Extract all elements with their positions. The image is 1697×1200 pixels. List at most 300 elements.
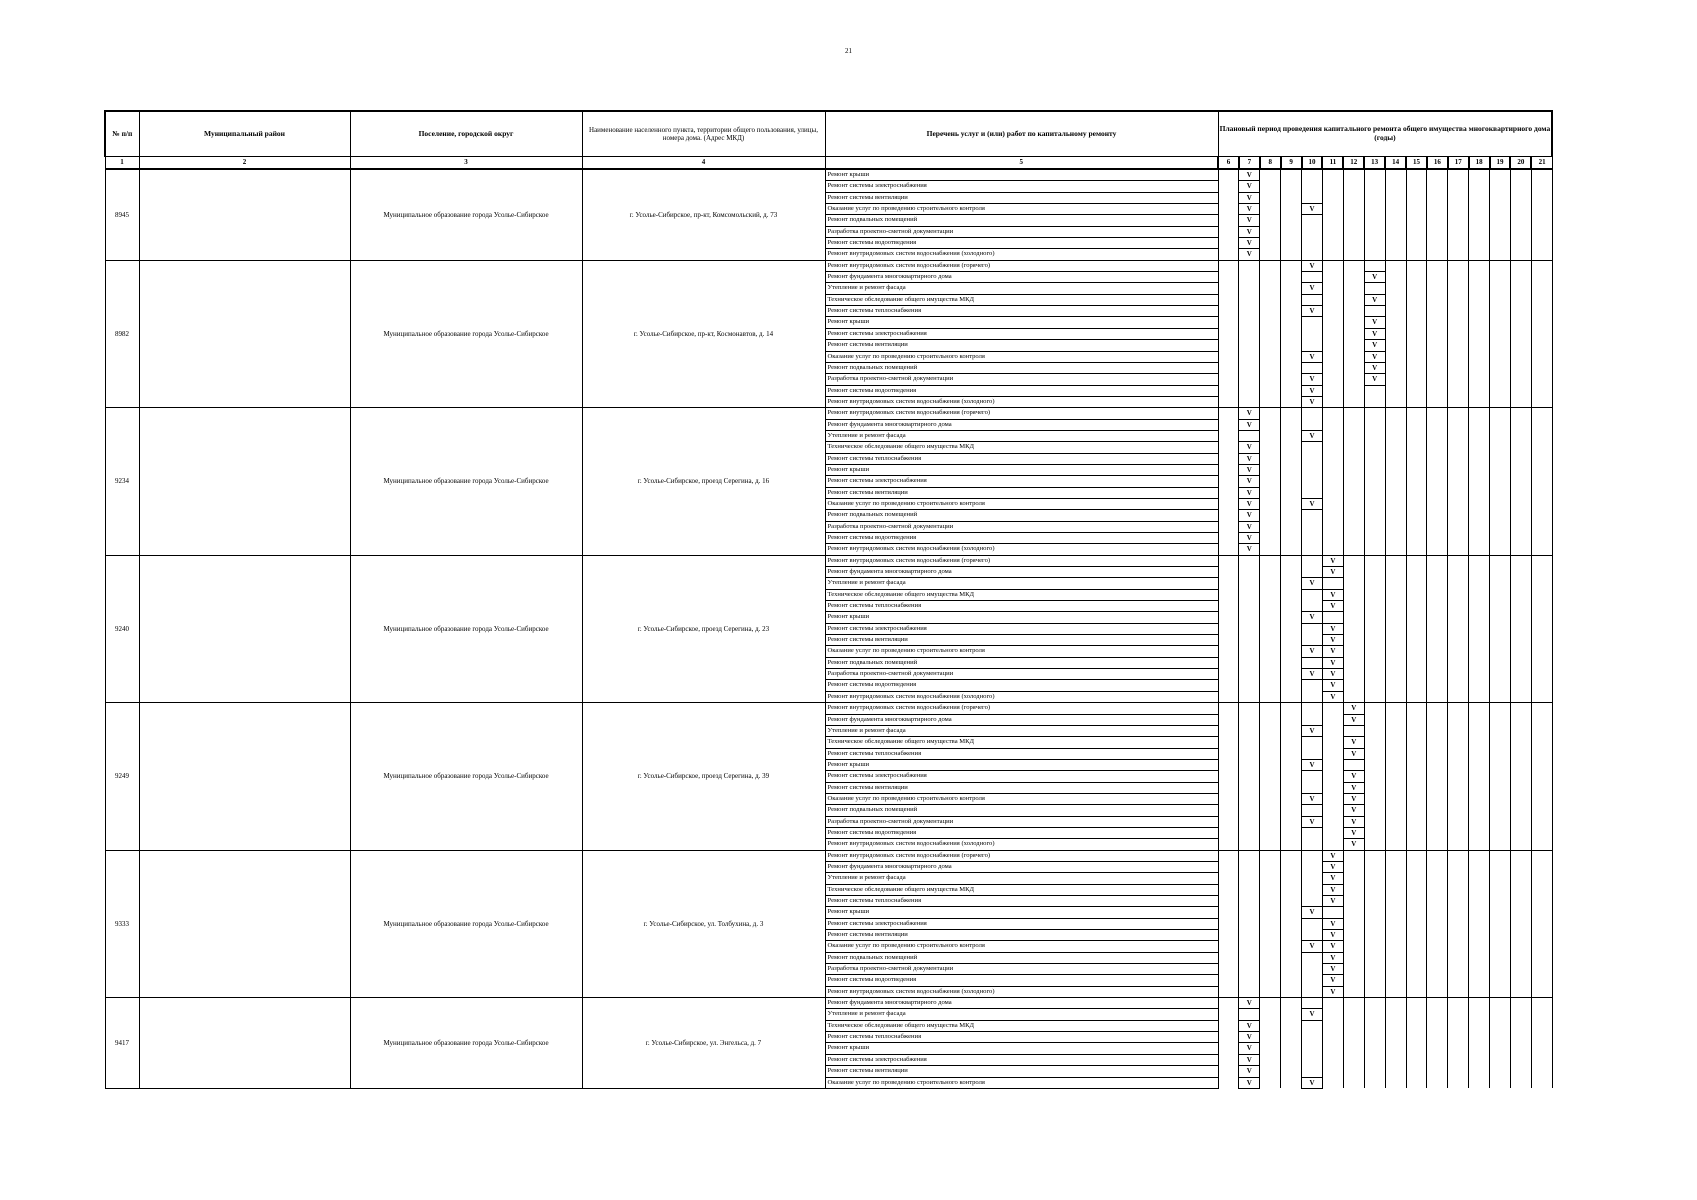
year-cell — [1364, 703, 1385, 714]
year-cell — [1531, 805, 1552, 816]
year-cell — [1448, 952, 1469, 963]
table-row — [105, 169, 1552, 181]
year-cell — [1490, 408, 1511, 419]
year-cell — [1385, 839, 1406, 850]
year-cell — [1385, 555, 1406, 566]
year-mark: V — [1302, 816, 1323, 827]
year-cell — [1260, 385, 1281, 396]
year-mark: V — [1322, 896, 1343, 907]
work-item: Утепление и ремонт фасада — [825, 1009, 1218, 1020]
work-item: Ремонт подвальных помещений — [825, 215, 1218, 226]
year-cell — [1531, 861, 1552, 872]
year-cell — [1260, 907, 1281, 918]
year-cell — [1239, 362, 1260, 373]
year-cell — [1322, 737, 1343, 748]
year-cell — [1343, 1032, 1364, 1043]
year-cell — [1260, 1066, 1281, 1077]
year-cell — [1406, 850, 1427, 861]
year-cell — [1218, 827, 1239, 838]
year-mark: V — [1302, 646, 1323, 657]
year-cell — [1281, 691, 1302, 702]
year-cell — [1469, 408, 1490, 419]
year-cell — [1427, 192, 1448, 203]
year-cell — [1448, 759, 1469, 770]
year-cell — [1406, 635, 1427, 646]
year-cell — [1260, 612, 1281, 623]
year-cell — [1490, 567, 1511, 578]
year-cell — [1469, 351, 1490, 362]
work-item: Техническое обследование общего имущества МКД — [825, 442, 1218, 453]
year-cell — [1469, 567, 1490, 578]
year-cell — [1322, 260, 1343, 271]
year-cell — [1343, 498, 1364, 509]
year-cell — [1281, 861, 1302, 872]
year-cell — [1448, 294, 1469, 305]
year-cell — [1531, 544, 1552, 555]
year-cell — [1260, 260, 1281, 271]
year-cell — [1281, 975, 1302, 986]
year-cell — [1385, 260, 1406, 271]
year-cell — [1364, 816, 1385, 827]
year-cell — [1510, 317, 1531, 328]
year-cell — [1406, 328, 1427, 339]
year-cell — [1364, 181, 1385, 192]
year-cell — [1427, 328, 1448, 339]
year-cell — [1510, 533, 1531, 544]
year-cell — [1490, 896, 1511, 907]
year-cell — [1448, 169, 1469, 181]
year-cell — [1260, 226, 1281, 237]
year-cell — [1427, 430, 1448, 441]
year-cell — [1385, 1054, 1406, 1065]
year-cell — [1510, 419, 1531, 430]
year-cell — [1239, 884, 1260, 895]
year-cell — [1531, 703, 1552, 714]
year-cell — [1239, 816, 1260, 827]
year-cell — [1448, 884, 1469, 895]
year-mark: V — [1364, 272, 1385, 283]
year-cell — [1448, 918, 1469, 929]
year-cell — [1322, 714, 1343, 725]
year-cell — [1385, 918, 1406, 929]
record-address: г. Усолье-Сибирское, проезд Серегина, д. 39 — [582, 703, 825, 850]
year-cell — [1260, 850, 1281, 861]
year-cell — [1427, 1043, 1448, 1054]
year-cell — [1343, 975, 1364, 986]
year-cell — [1448, 204, 1469, 215]
year-cell — [1364, 827, 1385, 838]
year-cell — [1385, 567, 1406, 578]
year-cell — [1343, 1020, 1364, 1031]
year-cell — [1469, 306, 1490, 317]
year-cell — [1510, 181, 1531, 192]
record-address: г. Усолье-Сибирское, ул. Толбухина, д. 3 — [582, 850, 825, 997]
year-cell — [1218, 612, 1239, 623]
year-cell — [1302, 884, 1323, 895]
year-cell — [1322, 283, 1343, 294]
year-cell — [1406, 498, 1427, 509]
year-cell — [1322, 816, 1343, 827]
year-cell — [1260, 805, 1281, 816]
year-cell — [1510, 521, 1531, 532]
year-cell — [1322, 533, 1343, 544]
year-cell — [1406, 567, 1427, 578]
year-cell — [1322, 249, 1343, 260]
year-mark: V — [1322, 930, 1343, 941]
capital-repair-table-wrapper — [104, 110, 1554, 1100]
header-row — [105, 111, 1552, 157]
year-mark: V — [1302, 498, 1323, 509]
year-cell — [1364, 941, 1385, 952]
year-cell — [1343, 362, 1364, 373]
work-item: Ремонт внутридомовых систем водоснабжения (горячего) — [825, 850, 1218, 861]
year-cell — [1218, 442, 1239, 453]
year-cell — [1260, 204, 1281, 215]
work-item: Ремонт внутридомовых систем водоснабжения (горячего) — [825, 555, 1218, 566]
year-mark: V — [1364, 340, 1385, 351]
year-mark: V — [1322, 657, 1343, 668]
work-item: Техническое обследование общего имущества МКД — [825, 589, 1218, 600]
year-cell — [1322, 192, 1343, 203]
year-cell — [1490, 181, 1511, 192]
year-cell — [1427, 1077, 1448, 1088]
year-cell — [1448, 442, 1469, 453]
year-cell — [1302, 453, 1323, 464]
year-cell — [1406, 691, 1427, 702]
year-cell — [1490, 362, 1511, 373]
year-cell — [1364, 861, 1385, 872]
year-cell — [1322, 238, 1343, 249]
work-item: Ремонт крыши — [825, 1043, 1218, 1054]
year-cell — [1427, 941, 1448, 952]
year-cell — [1322, 442, 1343, 453]
year-mark: V — [1322, 952, 1343, 963]
year-cell — [1218, 555, 1239, 566]
year-cell — [1364, 839, 1385, 850]
year-cell — [1385, 487, 1406, 498]
year-cell — [1490, 623, 1511, 634]
year-cell — [1239, 725, 1260, 736]
year-cell — [1218, 680, 1239, 691]
header-settlement: Поселение, городской округ — [350, 111, 582, 157]
year-mark: V — [1343, 805, 1364, 816]
year-cell — [1385, 907, 1406, 918]
year-cell — [1448, 703, 1469, 714]
year-cell — [1239, 918, 1260, 929]
year-cell — [1218, 805, 1239, 816]
year-cell — [1490, 918, 1511, 929]
year-cell — [1343, 941, 1364, 952]
year-cell — [1343, 306, 1364, 317]
year-cell — [1385, 646, 1406, 657]
year-cell — [1490, 861, 1511, 872]
year-cell — [1531, 340, 1552, 351]
year-cell — [1510, 1043, 1531, 1054]
year-cell — [1406, 1077, 1427, 1088]
year-cell — [1239, 782, 1260, 793]
year-cell — [1343, 181, 1364, 192]
year-cell — [1531, 385, 1552, 396]
year-cell — [1427, 498, 1448, 509]
year-cell — [1531, 986, 1552, 997]
year-cell — [1385, 533, 1406, 544]
year-mark: V — [1239, 249, 1260, 260]
year-cell — [1448, 533, 1469, 544]
year-cell — [1260, 521, 1281, 532]
year-cell — [1385, 238, 1406, 249]
column-number: 1 — [105, 157, 139, 170]
year-cell — [1343, 385, 1364, 396]
year-cell — [1427, 204, 1448, 215]
year-cell — [1469, 975, 1490, 986]
year-cell — [1385, 691, 1406, 702]
year-cell — [1510, 816, 1531, 827]
year-cell — [1490, 714, 1511, 725]
year-cell — [1385, 748, 1406, 759]
year-cell — [1469, 669, 1490, 680]
year-cell — [1239, 896, 1260, 907]
year-cell — [1427, 998, 1448, 1009]
year-cell — [1510, 1020, 1531, 1031]
year-cell — [1322, 839, 1343, 850]
year-cell — [1510, 850, 1531, 861]
year-cell — [1302, 1020, 1323, 1031]
year-cell — [1531, 272, 1552, 283]
year-mark: V — [1322, 601, 1343, 612]
year-cell — [1218, 328, 1239, 339]
year-cell — [1531, 317, 1552, 328]
year-cell — [1281, 487, 1302, 498]
year-cell — [1469, 714, 1490, 725]
year-cell — [1260, 192, 1281, 203]
work-item: Ремонт системы теплоснабжения — [825, 601, 1218, 612]
year-cell — [1260, 396, 1281, 407]
year-cell — [1218, 873, 1239, 884]
year-cell — [1490, 283, 1511, 294]
year-cell — [1343, 669, 1364, 680]
year-cell — [1364, 1009, 1385, 1020]
year-cell — [1239, 294, 1260, 305]
column-number: 5 — [825, 157, 1218, 170]
year-cell — [1448, 839, 1469, 850]
year-cell — [1385, 498, 1406, 509]
year-cell — [1469, 896, 1490, 907]
year-cell — [1531, 680, 1552, 691]
year-cell — [1448, 385, 1469, 396]
year-cell — [1281, 748, 1302, 759]
year-cell — [1302, 408, 1323, 419]
year-cell — [1364, 930, 1385, 941]
year-cell — [1364, 249, 1385, 260]
year-cell — [1469, 272, 1490, 283]
year-cell — [1406, 1043, 1427, 1054]
year-mark: V — [1343, 827, 1364, 838]
year-cell — [1427, 691, 1448, 702]
year-cell — [1218, 601, 1239, 612]
year-cell — [1322, 578, 1343, 589]
year-cell — [1531, 850, 1552, 861]
year-cell — [1260, 578, 1281, 589]
year-cell — [1239, 567, 1260, 578]
work-item: Утепление и ремонт фасада — [825, 283, 1218, 294]
year-cell — [1322, 1054, 1343, 1065]
year-cell — [1343, 555, 1364, 566]
year-cell — [1302, 714, 1323, 725]
year-cell — [1406, 896, 1427, 907]
year-cell — [1510, 918, 1531, 929]
year-cell — [1281, 374, 1302, 385]
year-cell — [1448, 1020, 1469, 1031]
year-cell — [1427, 408, 1448, 419]
year-cell — [1469, 805, 1490, 816]
year-cell — [1281, 555, 1302, 566]
year-cell — [1510, 260, 1531, 271]
column-number: 3 — [350, 157, 582, 170]
year-cell — [1531, 283, 1552, 294]
year-cell — [1364, 714, 1385, 725]
year-cell — [1531, 1077, 1552, 1088]
year-mark: V — [1302, 374, 1323, 385]
year-cell — [1364, 578, 1385, 589]
year-cell — [1427, 952, 1448, 963]
year-cell — [1385, 1020, 1406, 1031]
year-cell — [1531, 827, 1552, 838]
year-cell — [1406, 725, 1427, 736]
year-cell — [1218, 510, 1239, 521]
year-cell — [1364, 1043, 1385, 1054]
year-cell — [1406, 533, 1427, 544]
year-cell — [1281, 385, 1302, 396]
year-cell — [1239, 578, 1260, 589]
year-cell — [1239, 555, 1260, 566]
work-item: Ремонт системы теплоснабжения — [825, 896, 1218, 907]
year-cell — [1218, 589, 1239, 600]
year-cell — [1406, 907, 1427, 918]
year-cell — [1448, 181, 1469, 192]
year-cell — [1302, 782, 1323, 793]
year-cell — [1406, 430, 1427, 441]
year-cell — [1343, 169, 1364, 181]
column-number: 10 — [1302, 157, 1323, 170]
year-cell — [1218, 646, 1239, 657]
year-cell — [1281, 204, 1302, 215]
year-cell — [1448, 340, 1469, 351]
year-cell — [1427, 453, 1448, 464]
year-cell — [1239, 748, 1260, 759]
year-cell — [1364, 850, 1385, 861]
year-cell — [1218, 521, 1239, 532]
year-mark: V — [1322, 635, 1343, 646]
year-cell — [1260, 873, 1281, 884]
year-cell — [1260, 771, 1281, 782]
year-cell — [1364, 544, 1385, 555]
year-cell — [1510, 1066, 1531, 1077]
year-cell — [1427, 510, 1448, 521]
year-cell — [1281, 181, 1302, 192]
year-cell — [1406, 998, 1427, 1009]
year-cell — [1260, 181, 1281, 192]
year-cell — [1322, 498, 1343, 509]
year-cell — [1239, 260, 1260, 271]
year-cell — [1490, 850, 1511, 861]
year-cell — [1469, 657, 1490, 668]
year-cell — [1385, 283, 1406, 294]
year-cell — [1531, 510, 1552, 521]
year-cell — [1427, 362, 1448, 373]
year-cell — [1239, 340, 1260, 351]
year-cell — [1531, 1009, 1552, 1020]
year-cell — [1343, 249, 1364, 260]
year-cell — [1260, 952, 1281, 963]
year-cell — [1364, 725, 1385, 736]
year-cell — [1218, 272, 1239, 283]
year-cell — [1281, 1054, 1302, 1065]
year-mark: V — [1364, 317, 1385, 328]
year-cell — [1302, 737, 1323, 748]
year-cell — [1490, 340, 1511, 351]
year-mark: V — [1343, 714, 1364, 725]
year-cell — [1218, 385, 1239, 396]
year-cell — [1531, 748, 1552, 759]
year-cell — [1490, 385, 1511, 396]
work-item: Ремонт крыши — [825, 169, 1218, 181]
year-mark: V — [1343, 782, 1364, 793]
year-cell — [1448, 646, 1469, 657]
year-cell — [1510, 771, 1531, 782]
year-cell — [1427, 646, 1448, 657]
year-cell — [1385, 737, 1406, 748]
year-cell — [1343, 215, 1364, 226]
header-district: Муниципальный район — [139, 111, 350, 157]
record-address: г. Усолье-Сибирское, пр-кт, Космонавтов, д. 14 — [582, 260, 825, 407]
year-cell — [1385, 169, 1406, 181]
year-cell — [1260, 533, 1281, 544]
year-cell — [1427, 930, 1448, 941]
year-mark: V — [1239, 1066, 1260, 1077]
column-number: 17 — [1448, 157, 1469, 170]
year-cell — [1448, 827, 1469, 838]
year-cell — [1302, 464, 1323, 475]
year-cell — [1302, 975, 1323, 986]
work-item: Оказание услуг по проведению строительного контроля — [825, 351, 1218, 362]
year-cell — [1490, 930, 1511, 941]
record-settlement: Муниципальное образование города Усолье-Сибирское — [350, 169, 582, 260]
work-item: Ремонт фундамента многоквартирного дома — [825, 714, 1218, 725]
year-cell — [1239, 737, 1260, 748]
year-mark: V — [1239, 1020, 1260, 1031]
year-cell — [1448, 1054, 1469, 1065]
year-cell — [1239, 873, 1260, 884]
year-cell — [1469, 918, 1490, 929]
work-item: Ремонт системы электроснабжения — [825, 476, 1218, 487]
year-mark: V — [1239, 510, 1260, 521]
year-cell — [1406, 680, 1427, 691]
year-cell — [1385, 249, 1406, 260]
year-cell — [1322, 464, 1343, 475]
year-cell — [1364, 1077, 1385, 1088]
year-cell — [1364, 635, 1385, 646]
year-cell — [1281, 419, 1302, 430]
year-cell — [1427, 555, 1448, 566]
year-cell — [1343, 374, 1364, 385]
year-cell — [1469, 1009, 1490, 1020]
year-cell — [1218, 169, 1239, 181]
year-cell — [1281, 169, 1302, 181]
year-cell — [1302, 544, 1323, 555]
year-cell — [1510, 385, 1531, 396]
year-cell — [1343, 896, 1364, 907]
year-cell — [1239, 657, 1260, 668]
